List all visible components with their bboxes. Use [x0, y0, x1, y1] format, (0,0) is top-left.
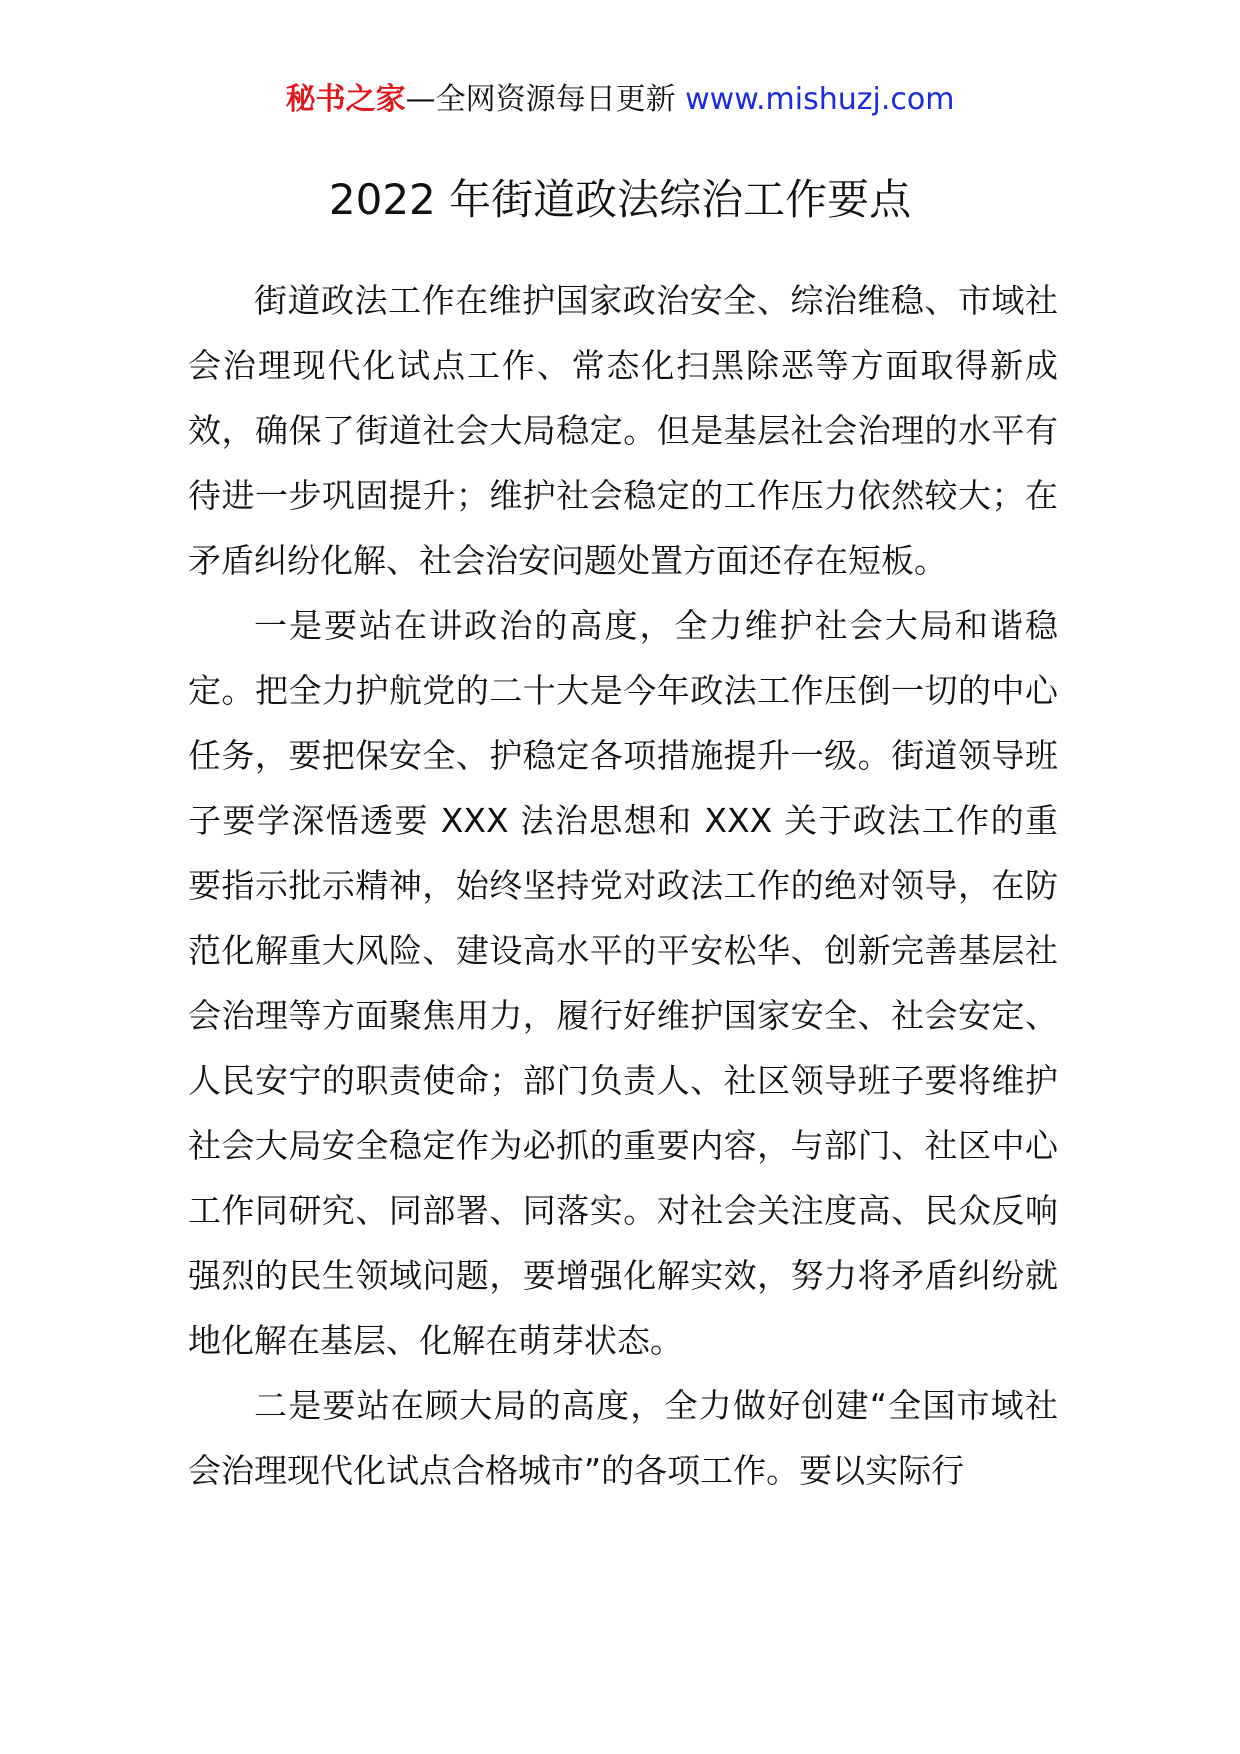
site-header	[0, 78, 1240, 122]
paragraph-intro: 街道政法工作在维护国家政治安全、综治维稳、市域社会治理现代化试点工作、常态化扫黑除恶等方面取得新成效，确保了街道社会大局稳定。但是基层社会治理的水平有待进一步巩固提升；维护社会稳定的工作压力依然较大；在矛盾纠纷化解、社会治安问题处置方面还存在短板。	[188, 281, 1058, 580]
document-body	[188, 268, 1058, 1503]
site-url-link[interactable]: www.mishuzj.com	[685, 82, 955, 117]
site-brand: 秘书之家	[285, 82, 406, 117]
document-title: 2022 年街道政法综治工作要点	[328, 175, 912, 224]
site-tagline: —全网资源每日更新	[405, 82, 686, 117]
paragraph-point-one: 一是要站在讲政治的高度，全力维护社会大局和谐稳定。把全力护航党的二十大是今年政法工作压倒一切的中心任务，要把保安全、护稳定各项措施提升一级。街道领导班子要学深悟透要 XXX 法治思想和 XXX 关于政法工作的重要指示批示精神，始终坚持党对政法工作的绝对领导，在防范化解重大风险、建设高水平的平安松华、创新完善基层社会治理等方面聚焦用力，履行好维护国家安全、社会安定、人民安宁的职责使命；部门负责人、社区领导班子要将维护社会大局安全稳定作为必抓的重要内容，与部门、社区中心工作同研究、同部署、同落实。对社会关注度高、民众反响强烈的民生领域问题，要增强化解实效，努力将矛盾纠纷就地化解在基层、化解在萌芽状态。	[188, 606, 1058, 1360]
paragraph-point-two: 二是要站在顾大局的高度，全力做好创建“全国市域社会治理现代化试点合格城市”的各项工作。要以实际行	[188, 1386, 1058, 1490]
